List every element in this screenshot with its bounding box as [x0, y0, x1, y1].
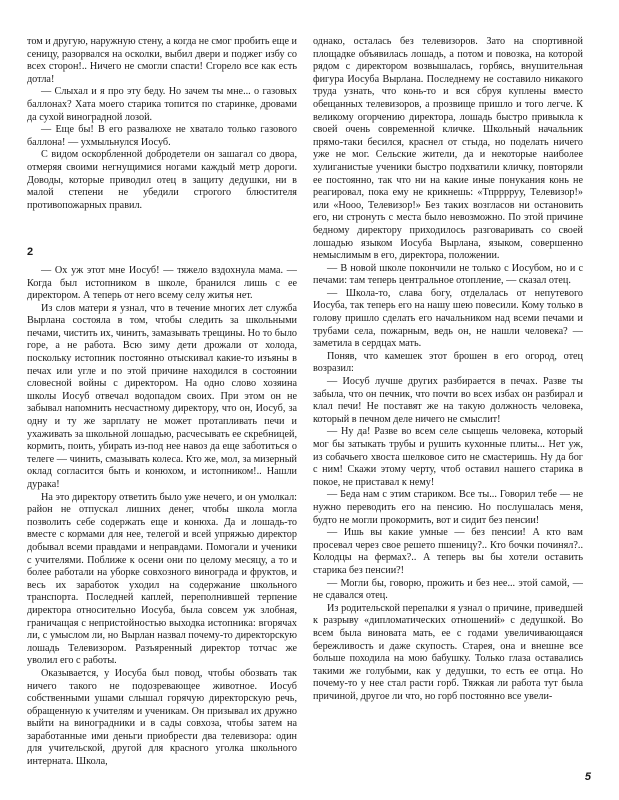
paragraph: — Могли бы, говорю, прожить и без нее... этой самой, — не сдавался отец.	[313, 577, 583, 602]
paragraph: Из родительской перепалки я узнал о причине, приведшей к разрыву «дипломатических отношений» с дедушкой. Во всем была виновата мать, ее с годами увеличивающаяся бережливость и даже скупость. Старея, она и внешне все больше походила на мою бабушку. Только глаза оставались такими же голубыми, как у дедушки, то есть ее отца. Но почему-то у нее стал расти горб. Тяжкая ли работа тут была причиной, другое ли что, но горб постоянно все увели-	[313, 602, 583, 702]
paragraph: — Школа-то, слава богу, отделалась от непутевого Иосуба, так теперь его на нашу шею повесили. Кому только в голову пришло сделать его начальником над всеми печами и трубами села, пожарным, ведь он, не нашли человека? — заметила в сердцах мать.	[313, 287, 583, 350]
page-number: 5	[584, 771, 591, 784]
right-column	[313, 36, 583, 703]
paragraph: Поняв, что камешек этот брошен в его огород, отец возразил:	[313, 350, 583, 375]
paragraph: — Ох уж этот мне Иосуб! — тяжело вздохнула мама. — Когда был истопником в школе, бранился лишь с ее директором. А теперь от него всему селу житья нет.	[27, 264, 297, 302]
paragraph: Оказывается, у Иосуба был повод, чтобы обозвать так ничего такого не подозревающее животное. Иосуб собственными ушами слышал горячую директорскую речь, обращенную к учителям и ученикам. Он призывал их дружно выйти на виноградники и в сады совхоза, чтобы затем на заработанные ими деньги приобрести два телевизора: один для учительской, другой для красного уголка школьного интерната. Школа,	[27, 667, 297, 768]
paragraph: Из слов матери я узнал, что в течение многих лет служба Вырлана состояла в том, чтобы следить за школьными печами, чистить их, чинить, замазывать трещины. Но то было горе, а не работа. Всю зиму дети дрожали от холода, поскольку истопник постоянно отыскивал какие-то изъяны в печах или угле и по этой причине находился в состоянии словесной войны с директором. На одно слово хозяина школы Иосуб отвечал водопадом своих. При этом он не забывал напомнить несчастному директору, что он, Иосуб, за одну и ту же зарплату не может протапливать печи и ухаживать за школьной лошадью, расчесывать ее скребницей, кормить, поить, убирать из-под нее навоз да еще заботиться о телеге — чинить, смазывать колеса. Кто же, мол, за мизерный оклад согласится быть и конюхом, и истопником!.. Нашли дурака!	[27, 302, 297, 490]
section-number: 2	[27, 246, 34, 259]
paragraph: На это директору ответить было уже нечего, и он умолкал: район не отпускал лишних денег, чтобы школа могла позволить себе содержать еще и конюха. Да и лошадь-то вместе с кормами для нее, телегой и всей упряжью директор добывал всеми правдами и неправдами. Помогали и ученики с учителями. Поближе к осени они по целому месяцу, а то и более работали на уборке совхозного винограда и фруктов, и весь их заработок уходил на содержание школьного транспорта. Последней каплей, переполнившей терпение директора относительно Иосуба, была совсем уж злобная, граничащая с непристойностью выходка истопника: вгорячах ли, с умыслом ли, но Вырлан назвал почему-то директорскую лошадь Телевизором. Разъяренный директор тотчас же уволил его с работы.	[27, 491, 297, 667]
paragraph: — Ну да! Разве во всем селе сыщешь человека, который мог бы затыкать трубы и рушить кухонные плиты... Нет уж, из собачьего хвоста шелковое сито не смастеришь. Ну да бог с ним! Скажи этому черту, чтоб оставил нашего старика в покое, не приставал к нему!	[313, 426, 583, 488]
left-column	[27, 36, 297, 769]
paragraph: однако, осталась без телевизоров. Зато на спортивной площадке объявилась лошадь, а потом и повозка, на которой рядом с директором возвышалась, горбясь, внушительная фигура Иосуба Вырлана. Последнему не составило никакого труда узнать, что конь-то и вся сбруя куплены вместо обещанных телевизоров, а прозвище пришло и того легче. К великому огорчению директора, лошадь быстро привыкла к своей очень современной кличке. Школьный начальник прямо-таки бесился, краснел от стыда, но поделать ничего уже не мог. Сельские жители, да и некоторые наиболее хулиганистые ученики быстро подхватили кличку, повторяли ее постоянно, так что ни на какие иные понукания конь не реагировал, пока ему не крикнешь: «Тпрррруу, Телевизор!» или «Нооо, Телевизор!» Без таких возгласов ни остановить его, ни стронуть с места было невозможно. По этой причине бедному директору приходилось разговаривать со своей лошадью языком Иосуба Вырлана, языком, совершенно немыслимым в его, директора, положении.	[313, 36, 583, 262]
paragraph: — В новой школе покончили не только с Иосубом, но и с печами: там теперь центральное отопление, — сказал отец.	[313, 262, 583, 287]
paragraph: — Ишь вы какие умные — без пенсии! А кто вам просевал через свое решето пшеницу?.. Кто бочки починял?.. Колодцы на фермах?.. А теперь вы бы хотели оставить старика без пенсии?!	[313, 527, 583, 576]
paragraph: том и другую, наружную стену, а когда не смог пробить еще и сеницу, разорвался на осколки, выбил двери и поджег избу со всех сторон!.. Ничего не смогли спасти! Сгорело все как есть дотла!	[27, 36, 297, 85]
paragraph: — Еще бы! В его развалюхе не хватало только газового баллона! — ухмыльнулся Иосуб.	[27, 124, 297, 148]
section-spacer	[27, 212, 297, 232]
paragraph: — Беда нам с этим стариком. Все ты... Говорил тебе — не нужно переводить его на пенсию. Но послушалась меня, будто не могли прокормить, вот и сидит без пенсии!	[313, 489, 583, 526]
paragraph: — Иосуб лучше других разбирается в печах. Разве ты забыла, что он печник, что почти во всех избах он разбирал и клал печи! Не поставят же на такую должность человека, который в печном деле ничего не смыслит!	[313, 376, 583, 425]
paragraph: — Слыхал и я про эту беду. Но зачем ты мне... о газовых баллонах? Хата моего старика топится по старинке, дровами да сухой виноградной лозой.	[27, 86, 297, 123]
paragraph: С видом оскорбленной добродетели он зашагал со двора, отмеряя своими негнущимися ногами каждый метр дороги. Доводы, которые приводил отец в защиту дедушки, ни в малой степени не убедили строгого блюстителя противопожарных правил.	[27, 149, 297, 211]
